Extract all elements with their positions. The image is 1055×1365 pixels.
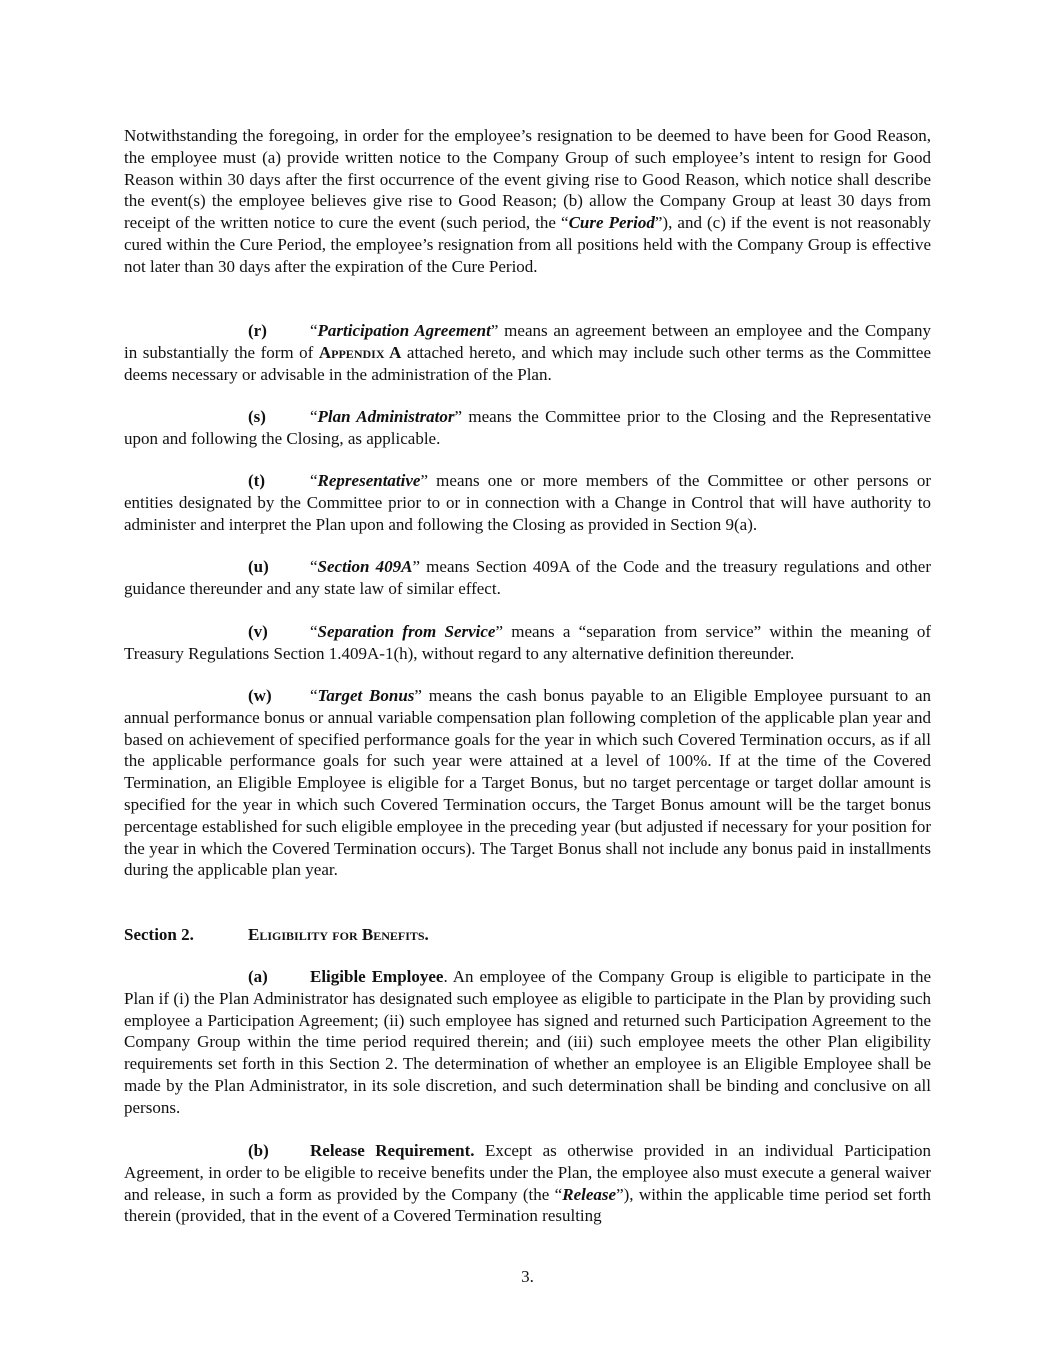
clause-label-v: (v) <box>248 622 268 641</box>
definition-v-paragraph: (v) “Separation from Service” means a “separation from service” within the meaning of Treasury Regulations Section 1.409A-1(h), without regard to any alternative definition thereunder. <box>124 622 931 663</box>
section-2-heading <box>124 924 429 946</box>
clause-label-u: (u) <box>248 557 269 576</box>
defined-term-representative: Representative <box>317 471 421 490</box>
definition-w-paragraph: (w) “Target Bonus” means the cash bonus payable to an Eligible Employee pursuant to an annual performance bonus or annual variable compensation plan following completion of the applicable plan year and based on achievement of specified performance goals for the year in which such Covered Termination occurs, as if all the applicable performance goals for such year were attained at a level of 100%. If at the time of the Covered Termination, an Eligible Employee is eligible for a Target Bonus, but no target percentage or target dollar amount is specified for the year in which such Covered Termination occurs, the Target Bonus amount will be the target bonus percentage established for such eligible employee in the preceding year (but adjusted if necessary for your position for the year in which the Covered Termination occurs). The Target Bonus shall not include any bonus paid in installments during the applicable plan year. <box>124 686 931 880</box>
clause-label-w: (w) <box>248 686 272 705</box>
defined-term-target-bonus: Target Bonus <box>317 686 415 705</box>
subsection-heading-eligible-employee: Eligible Employee <box>310 967 444 986</box>
clause-label-s: (s) <box>248 407 266 426</box>
defined-term-separation-from-service: Separation from Service <box>317 622 496 641</box>
defined-term-section-409a: Section 409A <box>317 557 413 576</box>
defined-term-plan-administrator: Plan Administrator <box>317 407 455 426</box>
definition-s-paragraph: (s) “Plan Administrator” means the Committee prior to the Closing and the Representative upon and following the Closing, as applicable. <box>124 407 931 448</box>
page-number: 3. <box>521 1267 534 1286</box>
clause-label-b: (b) <box>248 1141 269 1160</box>
section-title: Eligibility for Benefits. <box>248 925 429 944</box>
good-reason-continuation-paragraph: Notwithstanding the foregoing, in order for the employee’s resignation to be deemed to have been for Good Reason, the employee must (a) provide written notice to the Company Group of such employee’s intent to resign for Good Reason within 30 days after the first occurrence of the event giving rise to Good Reason, which notice shall describe the event(s) the employee believes give rise to Good Reason; (b) allow the Company Group at least 30 days from receipt of the written notice to cure the event (such period, the “Cure Period”), and (c) if the event is not reasonably cured within the Cure Period, the employee’s resignation from all positions held with the Company Group is effective not later than 30 days after the expiration of the Cure Period. <box>124 126 931 276</box>
clause-label-t: (t) <box>248 471 265 490</box>
subsection-heading-release-requirement: Release Requirement. <box>310 1141 475 1160</box>
defined-term-release: Release <box>562 1184 617 1204</box>
definition-t-paragraph: (t) “Representative” means one or more members of the Committee or other persons or entities designated by the Committee prior to or in connection with a Change in Control that will have authority to administer and interpret the Plan upon and following the Closing as provided in Section 9(a). <box>124 471 931 534</box>
defined-term-participation-agreement: Participation Agreement <box>317 321 491 340</box>
section-number: Section 2. <box>124 925 194 944</box>
eligible-employee-paragraph: (a) Eligible Employee. An employee of the Company Group is eligible to participate in the Plan if (i) the Plan Administrator has designated such employee as eligible to participate in the Plan by providing such employee a Participation Agreement; (ii) such employee has signed and returned such Participation Agreement to the Company Group within the time period required therein; and (iii) such employee meets the other Plan eligibility requirements set forth in this Section 2. The determination of whether an employee is an Eligible Employee shall be made by the Plan Administrator, in its sole discretion, and such determination shall be binding and conclusive on all persons. <box>124 967 931 1117</box>
release-requirement-paragraph: (b) Release Requirement. Except as otherwise provided in an individual Participation Agreement, in order to be eligible to receive benefits under the Plan, the employee also must execute a general waiver and release, in such a form as provided by the Company (the “Release”), within the applicable time period set forth therein (provided, that in the event of a Covered Termination resulting <box>124 1141 931 1226</box>
clause-label-r: (r) <box>248 321 267 340</box>
definition-u-paragraph: (u) “Section 409A” means Section 409A of the Code and the treasury regulations and other guidance thereunder and any state law of similar effect. <box>124 557 931 598</box>
definition-r-paragraph: (r) “Participation Agreement” means an agreement between an employee and the Company in substantially the form of Appendix A attached hereto, and which may include such other terms as the Committee deems necessary or advisable in the administration of the Plan. <box>124 321 932 384</box>
appendix-reference: Appendix A <box>318 342 402 362</box>
defined-term-cure-period: Cure Period <box>568 213 655 233</box>
clause-label-a: (a) <box>248 967 268 986</box>
